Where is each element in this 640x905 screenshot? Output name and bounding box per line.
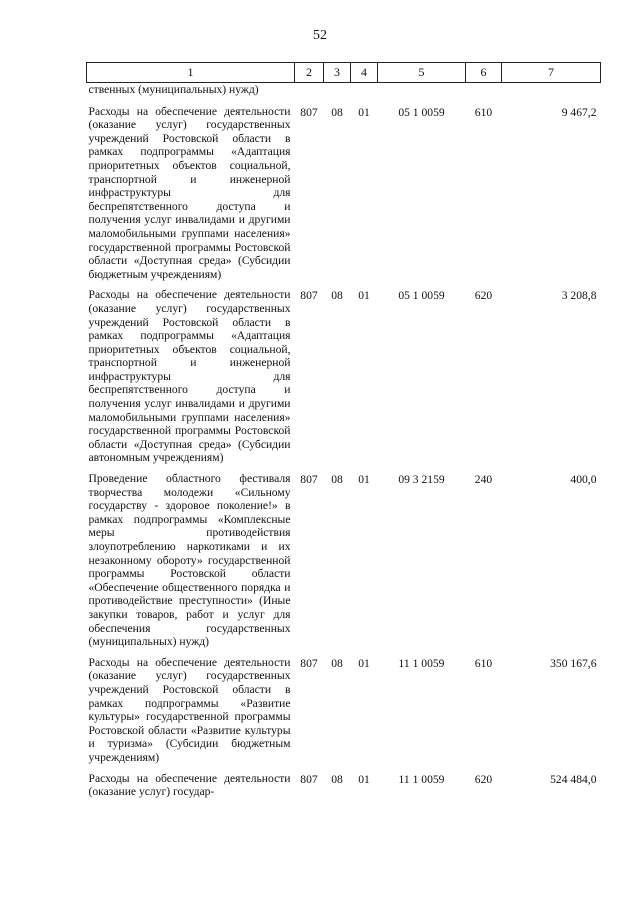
row-description: Проведение областного фестиваля творчества молодежи «Сильному государству - здоровое поколение!» в рамках подпрограммы «Комплексные меры противодействия злоупотреблению наркотиками и их незаконному обороту» государственной программы Ростовской области «Обеспечение общественного порядка и противодействие преступности» (Иные закупки товаров, работ и услуг для обеспечения государственных (муниципальных) нужд) [88, 472, 291, 649]
table-row [87, 105, 601, 289]
cell-ministry: 807 [300, 473, 318, 487]
table-row-continuation [87, 83, 601, 105]
cell-target-code: 05 1 0059 [398, 289, 445, 303]
column-header: 6 [466, 63, 502, 83]
cell-target-code: 09 3 2159 [398, 473, 445, 487]
cell-ministry: 807 [300, 656, 318, 670]
cell-amount: 9 467,2 [561, 105, 597, 119]
row-description: Расходы на обеспечение деятельности (оказание услуг) государ- [88, 771, 291, 799]
column-header: 3 [324, 63, 351, 83]
column-header: 2 [295, 63, 324, 83]
cell-target-code: 11 1 0059 [398, 772, 445, 786]
cell-amount: 350 167,6 [550, 656, 597, 670]
cell-expense-type: 610 [474, 105, 493, 119]
table-row [87, 288, 601, 472]
table-header-row [87, 63, 601, 83]
cell-subsection: 01 [358, 473, 370, 487]
cell-expense-type: 620 [474, 772, 493, 786]
cell-expense-type: 240 [474, 473, 493, 487]
column-header: 4 [351, 63, 378, 83]
cell-section: 08 [331, 289, 343, 303]
cell-amount: 3 208,8 [561, 289, 597, 303]
budget-table [86, 62, 601, 806]
cell-amount: 400,0 [570, 473, 597, 487]
cell-amount: 524 484,0 [550, 772, 597, 786]
table-row [87, 472, 601, 656]
cell-section: 08 [331, 473, 343, 487]
cell-subsection: 01 [358, 656, 370, 670]
column-header: 7 [502, 63, 601, 83]
cell-section: 08 [331, 105, 343, 119]
cell-expense-type: 610 [474, 656, 493, 670]
row-description: Расходы на обеспечение деятельности (оказание услуг) государственных учреждений Ростовской области в рамках подпрограммы «Адаптация приоритетных объектов социальной, транспортной и инженерной инфраструктуры для беспрепятственного доступа и получения услуг инвалидами и другими маломобильными группами населения» государственной программы Ростовской области «Доступная среда» (Субсидии бюджетным учреждениям) [88, 104, 291, 281]
cell-target-code: 11 1 0059 [398, 656, 445, 670]
cell-subsection: 01 [358, 105, 370, 119]
cell-subsection: 01 [358, 289, 370, 303]
page-number: 52 [313, 28, 327, 43]
cell-section: 08 [331, 656, 343, 670]
cell-expense-type: 620 [474, 289, 493, 303]
row-description: ственных (муниципальных) нужд) [88, 83, 259, 96]
cell-subsection: 01 [358, 772, 370, 786]
table-row [87, 656, 601, 772]
table-row [87, 772, 601, 806]
cell-target-code: 05 1 0059 [398, 105, 445, 119]
column-header: 1 [87, 63, 295, 83]
column-header: 5 [378, 63, 466, 83]
cell-ministry: 807 [300, 289, 318, 303]
cell-ministry: 807 [300, 772, 318, 786]
row-description: Расходы на обеспечение деятельности (оказание услуг) государственных учреждений Ростовской области в рамках подпрограммы «Адаптация приоритетных объектов социальной, транспортной и инженерной инфраструктуры для беспрепятственного доступа и получения услуг инвалидами и другими маломобильными группами населения» государственной программы Ростовской области «Доступная среда» (Субсидии автономным учреждениям) [88, 288, 291, 465]
row-description: Расходы на обеспечение деятельности (оказание услуг) государственных учреждений Ростовской области в рамках подпрограммы «Развитие культуры» государственной программы Ростовской области «Развитие культуры и туризма» (Субсидии бюджетным учреждениям) [88, 655, 291, 764]
cell-section: 08 [331, 772, 343, 786]
cell-ministry: 807 [300, 105, 318, 119]
